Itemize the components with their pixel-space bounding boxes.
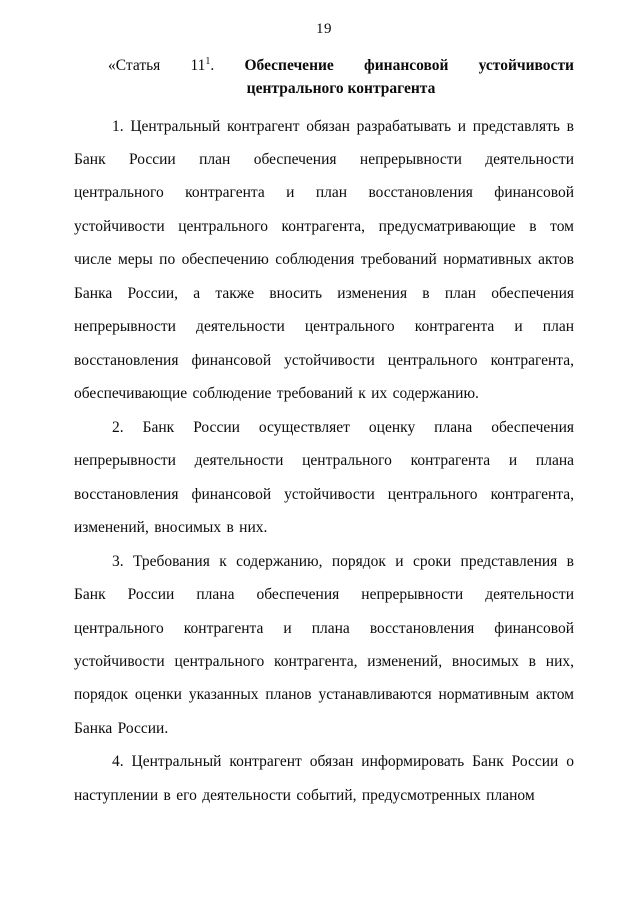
article-title-line1: Обеспечение финансовой устойчивости	[244, 57, 574, 74]
article-number-dot: .	[210, 57, 215, 74]
article-number	[108, 57, 214, 74]
article-title-line2: центрального контрагента	[246, 80, 436, 98]
article-body	[74, 110, 574, 813]
article-number-text: «Статья 11	[108, 57, 206, 74]
paragraph: 4. Центральный контрагент обязан информировать Банк России о наступлении в его деятельности событий, предусмотренных планом	[74, 753, 574, 804]
article-heading-line1	[108, 54, 574, 77]
article-heading	[108, 54, 574, 101]
paragraph: 2. Банк России осуществляет оценку плана обеспечения непрерывности деятельности центрального контрагента и плана восстановления финансовой устойчивости центрального контрагента, изменений, вносимых в них.	[74, 418, 574, 537]
page-number: 19	[316, 21, 332, 37]
paragraph: 1. Центральный контрагент обязан разрабатывать и представлять в Банк России план обеспечения непрерывности деятельности центрального контрагента и план восстановления финансовой устойчивости центрального контрагента, предусматривающие в том числе меры по обеспечению соблюдения требований нормативных актов Банка России, а также вносить изменения в план обеспечения непрерывности деятельности центрального контрагента и план восстановления финансовой устойчивости центрального контрагента, обеспечивающие соблюдение требований к их содержанию.	[74, 117, 574, 403]
article-number-superscript: 1	[205, 55, 211, 67]
paragraph: 3. Требования к содержанию, порядок и сроки представления в Банк России плана обеспечения непрерывности деятельности центрального контрагента и плана восстановления финансовой устойчивости центрального контрагента, изменений, вносимых в них, порядок оценки указанных планов устанавливаются нормативным актом Банка России.	[74, 552, 574, 737]
